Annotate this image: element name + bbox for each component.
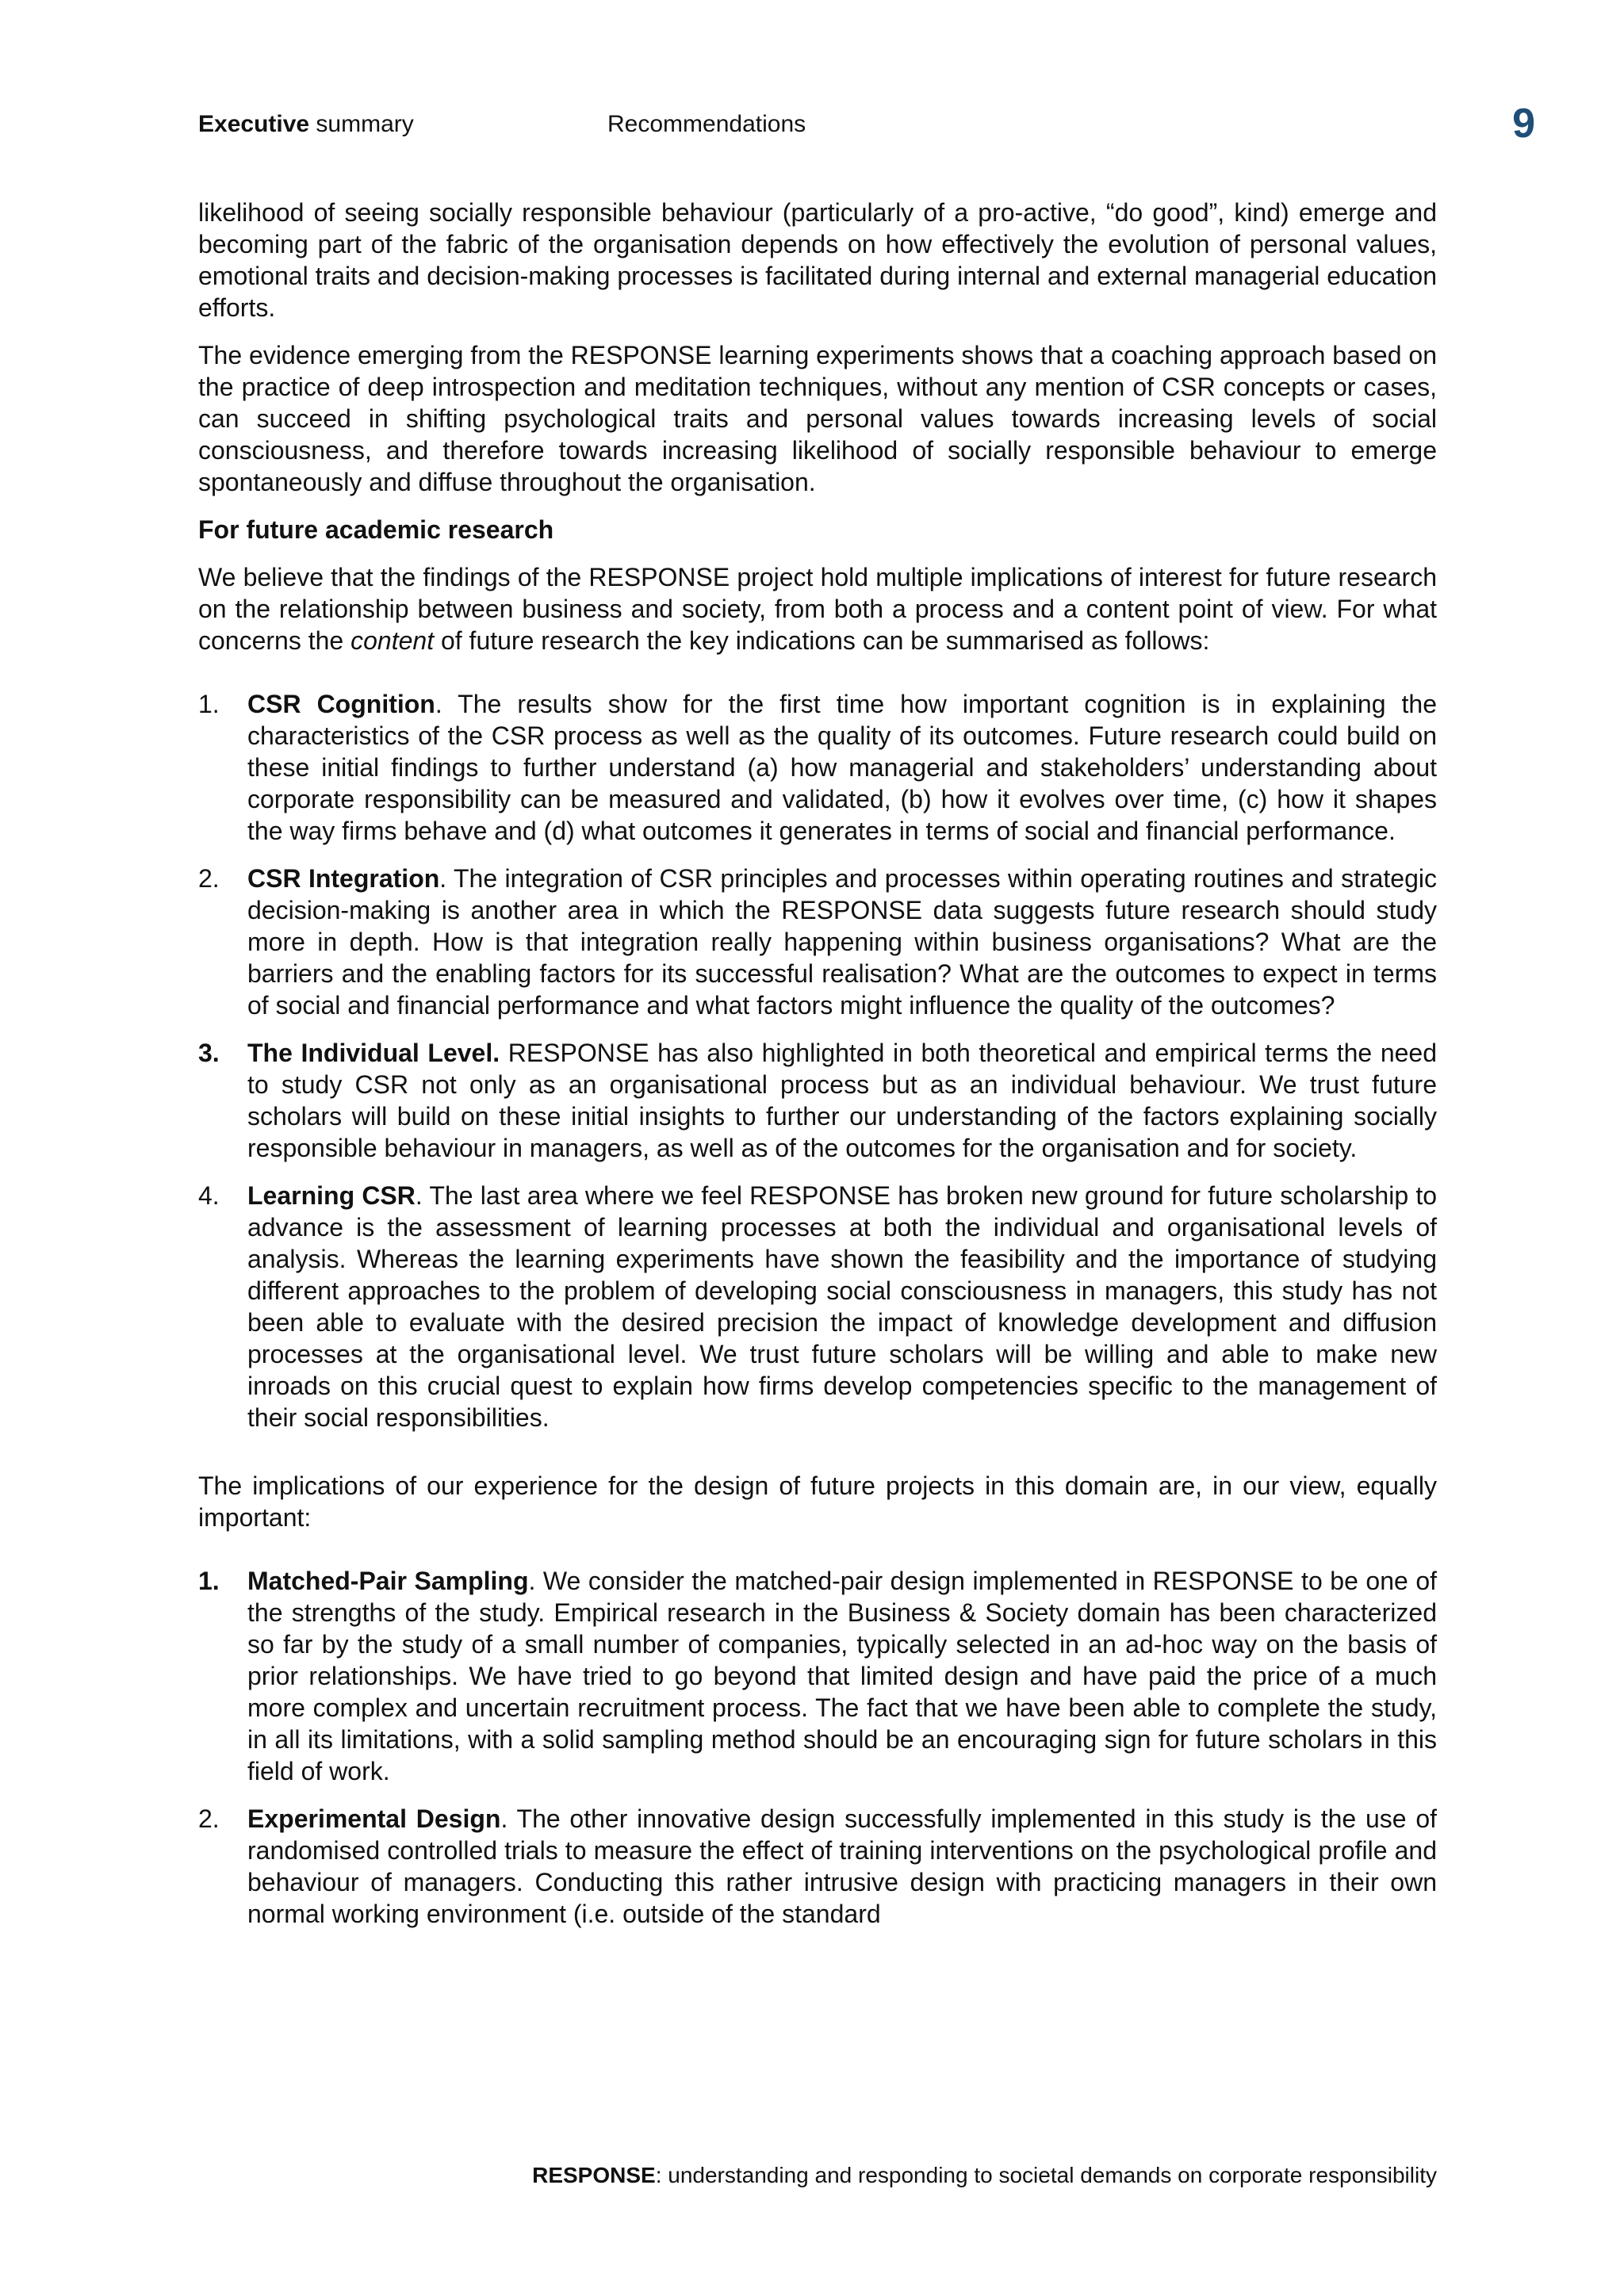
design-implications-list xyxy=(198,1565,1437,1930)
running-header xyxy=(198,111,1435,143)
list-item-title: The Individual Level. xyxy=(247,1039,500,1067)
list-item xyxy=(198,1565,1437,1787)
list-item-text: . The results show for the first time how important cognition is in explaining the characteristics of the CSR process as well as the quality of its outcomes. Future research could build on these initial findings to further understand (a) how managerial and stakeholders’ understanding about corporate responsibility can be measured and validated, (b) how it evolves over time, (c) how it shapes the way firms behave and (d) what outcomes it generates in terms of social and financial performance. xyxy=(247,690,1438,845)
list-number: 2. xyxy=(198,864,220,893)
footer-tagline: : understanding and responding to societal demands on corporate responsibility xyxy=(655,2163,1437,2187)
list-number: 1. xyxy=(198,690,220,718)
list-item-title: Experimental Design xyxy=(247,1804,501,1833)
list-item xyxy=(198,863,1437,1021)
list-number: 1. xyxy=(198,1567,220,1595)
design-intro-paragraph: The implications of our experience for the design of future projects in this domain are, in our view, equally important: xyxy=(198,1471,1437,1532)
list-item-text: . The last area where we feel RESPONSE has broken new ground for future scholarship to advance is the assessment of learning processes at both the individual and organisational levels of analysis. Whereas the learning experiments have shown the feasibility and the importance of studying different approaches to the problem of developing social consciousness in managers, this study has not been able to evaluate with the desired precision the impact of knowledge development and diffusion processes at the organisational level. We trust future scholars will be willing and able to make new inroads on this crucial quest to explain how firms develop competencies specific to the management of their social responsibilities. xyxy=(247,1181,1438,1432)
list-item-text: . We consider the matched-pair design implemented in RESPONSE to be one of the strengths of the study. Empirical research in the Business & Society domain has been characterized so far by the study of a small number of companies, typically selected in an ad-hoc way on the basis of prior relationships. We have tried to go beyond that limited design and have paid the price of a much more complex and uncertain recruitment process. The fact that we have been able to complete the study, in all its limitations, with a solid sampling method should be an encouraging sign for future scholars in this field of work. xyxy=(247,1567,1438,1785)
footer-project-name: RESPONSE xyxy=(532,2163,656,2187)
content-implications-list xyxy=(198,688,1437,1433)
page-number: 9 xyxy=(1512,101,1535,147)
body-content xyxy=(198,197,1437,1946)
list-item-title: CSR Cognition xyxy=(247,690,435,718)
running-footer xyxy=(532,2163,1437,2188)
list-item-title: CSR Integration xyxy=(247,864,440,893)
list-item-title: Learning CSR xyxy=(247,1181,416,1210)
spacer xyxy=(198,1449,1437,1470)
header-title xyxy=(198,111,414,138)
list-number: 4. xyxy=(198,1181,220,1210)
list-item xyxy=(198,1803,1437,1930)
list-item xyxy=(198,688,1437,847)
list-item-text: RESPONSE has also highlighted in both theoretical and empirical terms the need to study CSR not only as an organisational process but as an individual behaviour. We trust future scholars will build on these initial insights to further our understanding of the factors explaining socially responsible behaviour in managers, as well as of the outcomes for the organisation and for society. xyxy=(247,1039,1437,1162)
research-intro-after: of future research the key indications can be summarised as follows: xyxy=(434,626,1210,655)
research-intro-emphasis: content xyxy=(350,626,435,655)
section-heading: For future academic research xyxy=(198,515,554,544)
list-item-title: Matched-Pair Sampling xyxy=(247,1567,529,1595)
research-intro-before: We believe that the findings of the RESPONSE project hold multiple implications of interest for future research on the relationship between business and society, from both a process and a content point of view. For what concerns the xyxy=(198,563,1437,655)
paragraph: The evidence emerging from the RESPONSE learning experiments shows that a coaching approach based on the practice of deep introspection and meditation techniques, without any mention of CSR concepts or cases, can succeed in shifting psychological traits and personal values towards increasing levels of social consciousness, and therefore towards increasing likelihood of socially responsible behaviour to emerge spontaneously and diffuse throughout the organisation. xyxy=(198,341,1437,496)
header-title-bold: Executive xyxy=(198,111,310,137)
list-item-text: . The other innovative design successfully implemented in this study is the use of randomised controlled trials to measure the effect of training interventions on the psychological profile and behaviour of managers. Conducting this rather intrusive design with practicing managers in their own normal working environment (i.e. outside of the standard xyxy=(247,1804,1438,1928)
list-item-text: . The integration of CSR principles and processes within operating routines and strategic decision-making is another area in which the RESPONSE data suggests future research should study more in depth. How is that integration really happening within business organisations? What are the barriers and the enabling factors for its successful realisation? What are the outcomes to expect in terms of social and financial performance and what factors might influence the quality of the outcomes? xyxy=(247,864,1438,1020)
header-title-rest: summary xyxy=(309,111,414,137)
list-item xyxy=(198,1037,1437,1164)
list-number: 2. xyxy=(198,1804,220,1833)
list-number: 3. xyxy=(198,1039,220,1067)
header-section: Recommendations xyxy=(607,111,806,137)
list-item xyxy=(198,1180,1437,1433)
research-intro-paragraph xyxy=(198,561,1437,656)
paragraph: likelihood of seeing socially responsible behaviour (particularly of a pro-active, “do good”, kind) emerge and becoming part of the fabric of the organisation depends on how effectively the evolution of personal values, emotional traits and decision-making processes is facilitated during internal and external managerial education efforts. xyxy=(198,198,1437,322)
